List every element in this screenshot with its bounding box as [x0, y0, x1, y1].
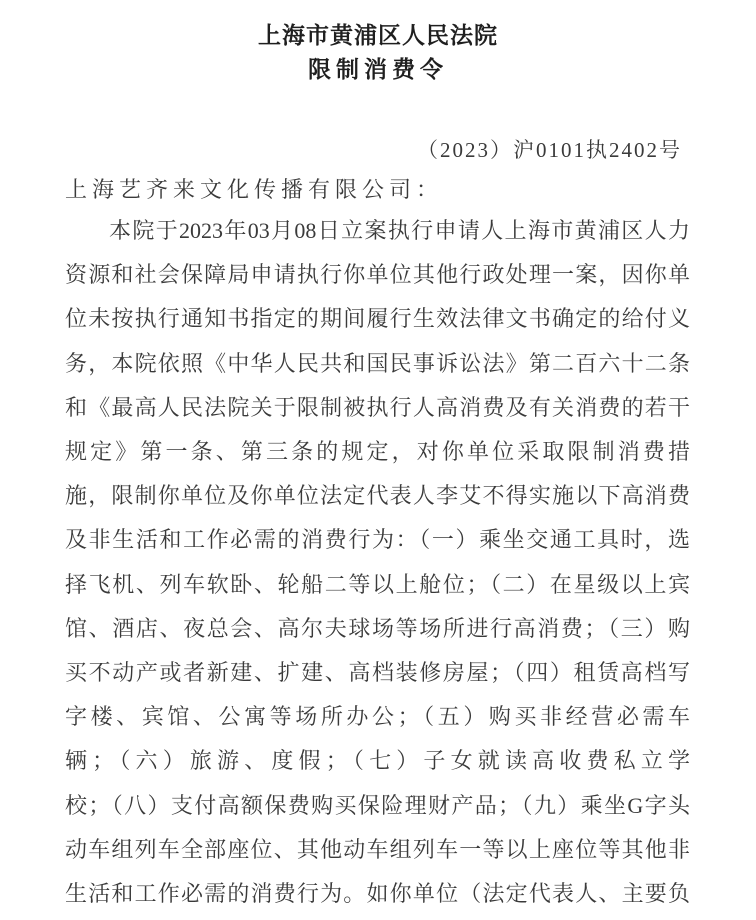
body-line: 位未按执行通知书指定的期间履行生效法律文书确定的给付义	[65, 306, 690, 332]
body-line: 动车组列车全部座位、其他动车组列车一等以上座位等其他非	[65, 836, 690, 862]
body-line: 字楼、宾馆、公寓等场所办公；（五）购买非经营必需车	[65, 704, 690, 730]
body-line: 馆、酒店、夜总会、高尔夫球场等场所进行高消费；（三）购	[65, 615, 690, 641]
body-line: 资源和社会保障局申请执行你单位其他行政处理一案，因你单	[65, 262, 690, 288]
body-line: 辆；（六）旅游、度假；（七）子女就读高收费私立学	[65, 748, 690, 774]
document-title: 限制消费令	[308, 57, 448, 82]
body-line: 施，限制你单位及你单位法定代表人李艾不得实施以下高消费	[65, 483, 690, 509]
body-line: 择飞机、列车软卧、轮船二等以上舱位；（二）在星级以上宾	[65, 571, 690, 597]
body-line: 和《最高人民法院关于限制被执行人高消费及有关消费的若干	[65, 394, 690, 420]
body-line: 规定》第一条、第三条的规定，对你单位采取限制消费措	[65, 439, 690, 465]
body-line: 校；（八）支付高额保费购买保险理财产品；（九）乘坐G字头	[65, 792, 690, 818]
case-number: （2023）沪0101执2402号	[417, 138, 682, 162]
body-line: 买不动产或者新建、扩建、高档装修房屋；（四）租赁高档写	[65, 660, 690, 686]
body-line: 生活和工作必需的消费行为。如你单位（法定代表人、主要负	[65, 881, 690, 907]
document-body	[65, 209, 690, 916]
body-line: 务，本院依照《中华人民共和国民事诉讼法》第二百六十二条	[65, 350, 690, 376]
court-name-heading: 上海市黄浦区人民法院	[258, 23, 498, 48]
addressee-company-name: 上海艺齐来文化传播有限公司：	[65, 177, 444, 202]
body-line: 本院于2023年03月08日立案执行申请人上海市黄浦区人力	[109, 218, 690, 243]
body-line: 及非生活和工作必需的消费行为：（一）乘坐交通工具时，选	[65, 527, 690, 553]
